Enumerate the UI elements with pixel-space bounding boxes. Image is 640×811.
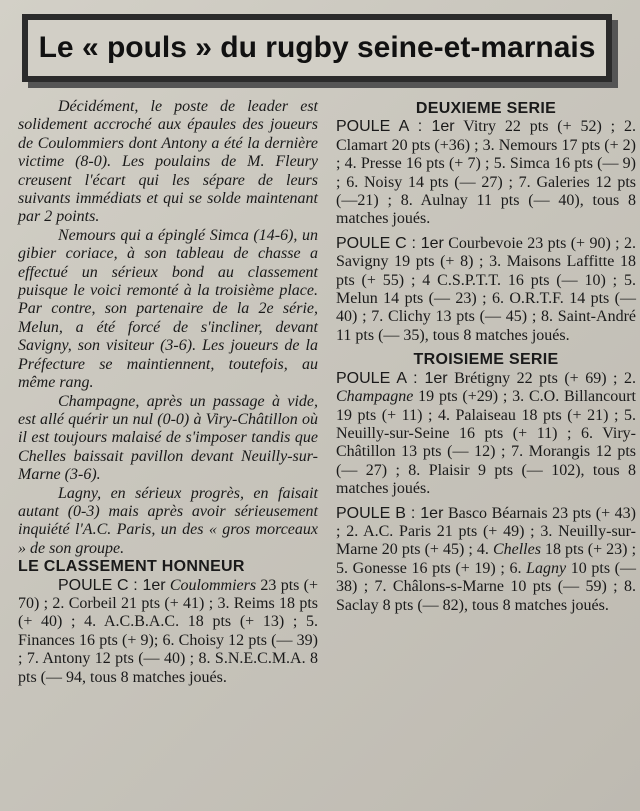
headline-inner xyxy=(28,20,606,76)
troisieme-serie-title: TROISIEME SERIE xyxy=(413,351,559,369)
poule-c-leader: Coulommiers xyxy=(169,576,257,594)
team-lagny: Lagny xyxy=(526,559,567,577)
deuxieme-poule-a-standings: Vitry 22 pts (+ 52) ; 2. Clamart 20 pts (+36) ; 3. Nemours 17 pts (+ 2) ; 4. Presse 16 pts (+ 7) ; 5. Simca 16 pts (— 9) ; 6. Noisy 14 pts (— 27) ; 7. Galeries 12 pts (—21) ; 8. Aulnay 11 pts (— 40), tous 8 matches joués. xyxy=(336,118,636,228)
team-chelles: Chelles xyxy=(492,541,541,559)
intro-paragraph-2: Nemours qui a épinglé Simca (14-6), un gibier coriace, à son tableau de chasse a effectué un sérieux bond au classement puisque le voici remonté à la troisième place. Par contre, son partenaire de la 2e série, Melun, a été forcé de s'incliner, devant Savigny, son visiteur (3-6). Les joueurs de la Préfecture se maintiennent, toutefois, au même rang. xyxy=(18,226,318,392)
troisieme-poule-b-text-2: 18 pts (+ 23) ; 5. Gonesse 16 pts (+ 19) ; 6. xyxy=(336,541,637,577)
troisieme-poule-b xyxy=(336,505,636,615)
troisieme-poule-b-text-1: Basco Béarnais 23 pts (+ 43) ; 2. A.C. Paris 21 pts (+ 49) ; 3. Neuilly-sur-Marne 20 pts (+ 45) ; 4. xyxy=(336,504,636,559)
troisieme-poule-b-label: POULE B : 1er xyxy=(336,504,444,522)
troisieme-poule-a-text-1: Brétigny 22 pts (+ 69) ; 2. xyxy=(454,369,636,387)
deuxieme-poule-a xyxy=(336,118,636,228)
headline-frame xyxy=(22,14,612,82)
right-column xyxy=(336,100,636,615)
troisieme-poule-a-text-2: 19 pts (+29) ; 3. C.O. Billancourt 19 pts (+ 11) ; 4. Palaiseau 18 pts (+ 21) ; 5. Neuilly-sur-Seine 16 pts (+ 11) ; 6. Viry-Châtillon 13 pts (— 12) ; 7. Morangis 12 pts (— 27) ; 8. Plaisir 9 pts (— 102), tous 8 matches joués. xyxy=(336,388,636,498)
deuxieme-poule-c xyxy=(336,235,636,345)
troisieme-poule-b-text-3: 10 pts (— 38) ; 7. Châlons-s-Marne 10 pts (— 59) ; 8. Saclay 8 pts (— 82), tous 8 matches joués. xyxy=(336,559,637,614)
headline: Le « pouls » du rugby seine-et-marnais xyxy=(38,31,596,64)
poule-c-honneur xyxy=(18,577,318,687)
troisieme-poule-a-label: POULE A : 1er xyxy=(336,369,448,387)
poule-c-label: POULE C : 1er xyxy=(58,576,166,594)
classement-title: LE CLASSEMENT HONNEUR xyxy=(18,558,245,576)
intro-paragraph-3: Champagne, après un passage à vide, est allé quérir un nul (0-0) à Viry-Châtillon où il est toujours malaisé de s'imposer tandis que Chelles baissait pavillon devant Neuilly-sur-Marne (3-6). xyxy=(18,392,318,484)
deuxieme-poule-a-label: POULE A : 1er xyxy=(336,118,455,136)
poule-c-standings: 23 pts (+ 70) ; 2. Corbeil 21 pts (+ 41) ; 3. Reims 18 pts (+ 40) ; 4. A.C.B.A.C. 18 pts (+ 13) ; 5. Finances 16 pts (+ 9); 6. Choisy 12 pts (— 39) ; 7. Antony 12 pts (— 40) ; 8. S.N.E.C.M.A. 8 pts (— 94, tous 8 matches joués. xyxy=(18,576,319,686)
intro-paragraph-1: Décidément, le poste de leader est solidement accroché aux épaules des joueurs de Coulommiers dont Antony a été la dernière victime (8-0). Les poulains de M. Fleury creusent l'écart qui les sépare de leurs suivants immédiats et qui se solde maintenant par 2 points. xyxy=(18,98,318,226)
deuxieme-poule-c-label: POULE C : 1er xyxy=(336,234,444,252)
troisieme-poule-a xyxy=(336,370,636,499)
deuxieme-poule-c-standings: Courbevoie 23 pts (+ 90) ; 2. Savigny 19 pts (+ 8) ; 3. Maisons Laffitte 18 pts (+ 55) ; 4 C.S.P.T.T. 16 pts (— 10) ; 5. Melun 14 pts (— 23) ; 6. O.R.T.F. 14 pts (—40) ; 7. Clichy 13 pts (— 45) ; 8. Saint-André 11 pts (— 35), tous 8 matches joués. xyxy=(336,234,637,344)
left-column xyxy=(18,98,318,687)
team-champagne: Champagne xyxy=(336,388,414,406)
deuxieme-serie-title: DEUXIEME SERIE xyxy=(415,100,557,117)
intro-paragraph-4: Lagny, en sérieux progrès, en faisait autant (0-3) mais après avoir sérieusement inquiété l'A.C. Paris, un des « gros morceaux » de son groupe. xyxy=(18,484,318,557)
